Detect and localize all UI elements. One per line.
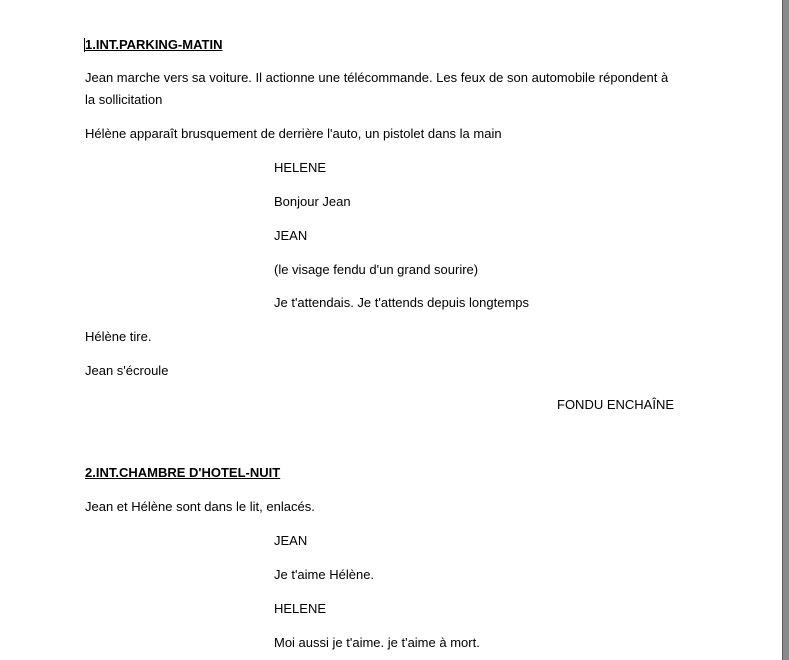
scene-2-dialogue-2: Moi aussi je t'aime. je t'aime à mort. (274, 635, 480, 650)
scene-2-character-jean: JEAN (274, 533, 308, 548)
scene-1-character-helene: HELENE (274, 160, 327, 175)
scene-1-dialogue-2: Je t'attendais. Je t'attends depuis longtemps (274, 295, 530, 310)
scene-1-action-line-2: la sollicitation (85, 92, 163, 107)
scene-1-heading: 1.INT.PARKING-MATIN (85, 37, 223, 52)
scene-1-dialogue-1: Bonjour Jean (274, 194, 351, 209)
scene-1-action-3: Hélène tire. (85, 329, 152, 344)
scene-1-parenthetical: (le visage fendu d'un grand sourire) (274, 262, 479, 277)
scene-2-character-helene: HELENE (274, 601, 327, 616)
scene-2-heading: 2.INT.CHAMBRE D'HOTEL-NUIT (85, 465, 281, 480)
page-right-edge (782, 0, 789, 660)
scene-1-transition: FONDU ENCHAÎNE (557, 397, 675, 412)
scene-2-action-1: Jean et Hélène sont dans le lit, enlacés. (85, 499, 315, 514)
scene-1-action-line-1: Jean marche vers sa voiture. Il actionne une télécommande. Les feux de son automobile répondent à (85, 70, 669, 85)
scene-1-character-jean: JEAN (274, 228, 308, 243)
scene-1-action-4: Jean s'écroule (85, 363, 169, 378)
scene-2-dialogue-1: Je t'aime Hélène. (274, 567, 375, 582)
scene-1-action-2: Hélène apparaît brusquement de derrière l'auto, un pistolet dans la main (85, 126, 502, 141)
